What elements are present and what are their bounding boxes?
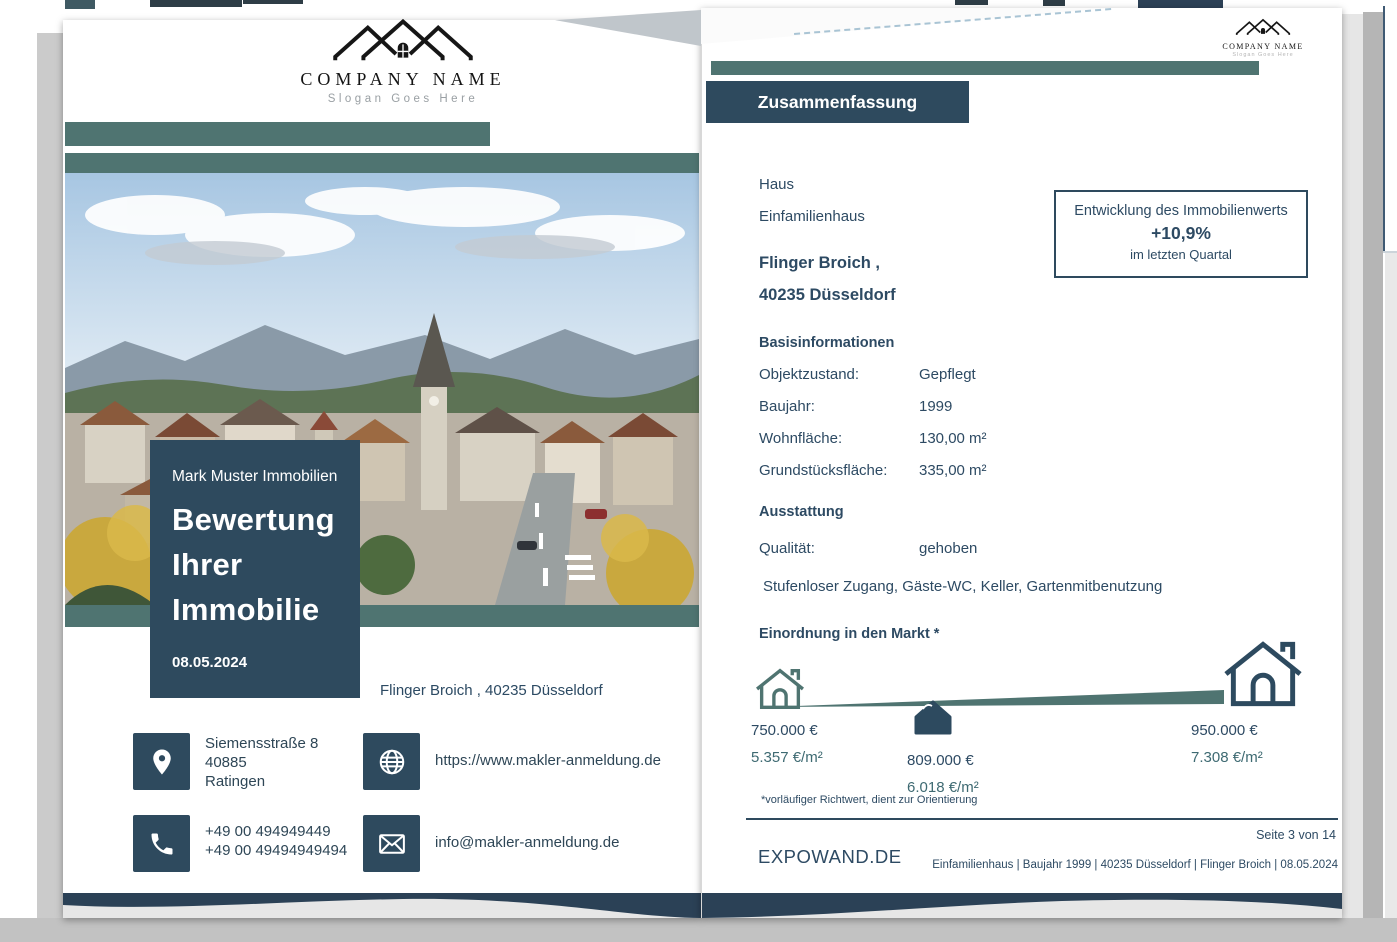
- page-indicator: Seite 3 von 14: [1256, 828, 1336, 842]
- email-icon-box: [363, 815, 420, 872]
- footer-divider: [746, 818, 1338, 820]
- company-name: COMPANY NAME: [300, 69, 506, 89]
- property-address-caption: Flinger Broich , 40235 Düsseldorf: [380, 682, 603, 699]
- company-slogan: Slogan Goes Here: [327, 93, 479, 105]
- company-logo-small: [1207, 18, 1319, 58]
- summary-page[interactable]: [701, 8, 1342, 918]
- info-value: Gepflegt: [919, 366, 976, 383]
- page-stack-tab: [65, 0, 95, 9]
- footer-wave: [702, 893, 1342, 918]
- contact-phone-2: +49 00 49494949494: [205, 842, 348, 859]
- cover-date: 08.05.2024: [172, 654, 248, 671]
- contact-phone-1: +49 00 494949449: [205, 823, 331, 840]
- value-development-period: im letzten Quartal: [1130, 247, 1232, 262]
- market-heading: Einordnung in den Markt *: [759, 626, 940, 642]
- envelope-icon: [377, 829, 407, 859]
- contact-street: Siemensstraße 8: [205, 735, 319, 752]
- info-value: 335,00 m²: [919, 462, 987, 479]
- viewer-background-far-right: [1385, 252, 1397, 918]
- page-stack-tab: [1138, 0, 1223, 8]
- section-title: Zusammenfassung: [706, 81, 969, 123]
- info-label: Objektzustand:: [759, 366, 860, 383]
- globe-icon: [377, 747, 407, 777]
- cover-title-line: Immobilie: [172, 592, 320, 627]
- property-street: Flinger Broich ,: [759, 254, 881, 272]
- phone-icon-box: [133, 815, 190, 872]
- accent-bar: [65, 153, 699, 173]
- quality-value: gehoben: [919, 540, 978, 557]
- cover-title-line: Ihrer: [172, 547, 243, 582]
- website-icon-box: [363, 733, 420, 790]
- roofs-logo-icon: [328, 18, 478, 62]
- page-stack-tab: [150, 0, 242, 7]
- contact-city: Ratingen: [205, 773, 266, 790]
- contact-email[interactable]: [435, 833, 620, 852]
- info-label: Baujahr:: [759, 398, 815, 415]
- viewer-background-right: [1363, 12, 1383, 918]
- market-estimate-sqm: 6.018 €/m²: [907, 779, 979, 796]
- roofs-logo-icon: [1234, 18, 1292, 36]
- company-logo: [293, 18, 513, 105]
- phone-icon: [148, 830, 176, 858]
- cover-page[interactable]: [63, 20, 701, 918]
- viewer-background-bottom: [0, 918, 1397, 942]
- equipment-features: Stufenloser Zugang, Gäste-WC, Keller, Gartenmitbenutzung: [763, 578, 1163, 595]
- cover-title-box: [150, 440, 360, 698]
- company-slogan: Slogan Goes Here: [1232, 52, 1294, 58]
- cover-title-line: Bewertung: [172, 502, 335, 537]
- agency-name: Mark Muster Immobilien: [172, 468, 338, 485]
- page-stack-tab: [243, 0, 303, 4]
- page-stack-tab: [955, 0, 988, 5]
- equipment-heading: Ausstattung: [759, 504, 844, 520]
- accent-bar: [65, 122, 490, 146]
- info-value: 1999: [919, 398, 953, 415]
- value-development-percent: +10,9%: [1151, 223, 1211, 243]
- property-type: Einfamilienhaus: [759, 208, 865, 225]
- property-city: 40235 Düsseldorf: [759, 286, 896, 304]
- market-footnote: *vorläufiger Richtwert, dient zur Orientierung: [761, 794, 978, 806]
- contact-address: [205, 734, 318, 791]
- website-link[interactable]: https://www.makler-anmeldung.de: [435, 752, 661, 769]
- market-min-price: 750.000 €: [751, 722, 818, 739]
- market-range-wedge: [770, 690, 1224, 710]
- contact-website[interactable]: [435, 751, 661, 770]
- footer-wave: [63, 893, 701, 918]
- expowand-brand-link[interactable]: EXPOWAND.DE: [758, 846, 902, 867]
- email-link[interactable]: info@makler-anmeldung.de: [435, 834, 620, 851]
- contact-phones: [205, 822, 347, 860]
- market-max-price: 950.000 €: [1191, 722, 1258, 739]
- page-stack-tab: [1043, 0, 1065, 6]
- window-edge-line-horizontal: [1383, 251, 1397, 253]
- accent-bar: [711, 61, 1259, 75]
- contact-zip: 40885: [205, 754, 247, 771]
- house-estimate-icon: [914, 700, 952, 735]
- info-label: Wohnfläche:: [759, 430, 843, 447]
- value-development-caption: Entwicklung des Immobilienwerts: [1074, 203, 1288, 219]
- info-value: 130,00 m²: [919, 430, 987, 447]
- info-label: Grundstücksfläche:: [759, 462, 888, 479]
- page-edge-shading: [1341, 14, 1363, 918]
- value-development-box: [1054, 190, 1308, 278]
- quality-label: Qualität:: [759, 540, 815, 557]
- market-max-sqm: 7.308 €/m²: [1191, 749, 1263, 766]
- location-pin-icon: [147, 747, 177, 777]
- house-max-icon: [1221, 635, 1305, 713]
- basic-info-heading: Basisinformationen: [759, 335, 895, 351]
- market-min-sqm: 5.357 €/m²: [751, 749, 823, 766]
- market-estimate-price: 809.000 €: [907, 752, 974, 769]
- address-icon-box: [133, 733, 190, 790]
- company-name: COMPANY NAME: [1222, 42, 1304, 51]
- property-category: Haus: [759, 176, 795, 193]
- window-edge-line: [1383, 6, 1385, 252]
- footer-meta: Einfamilienhaus | Baujahr 1999 | 40235 Düsseldorf | Flinger Broich | 08.05.2024: [932, 859, 1338, 871]
